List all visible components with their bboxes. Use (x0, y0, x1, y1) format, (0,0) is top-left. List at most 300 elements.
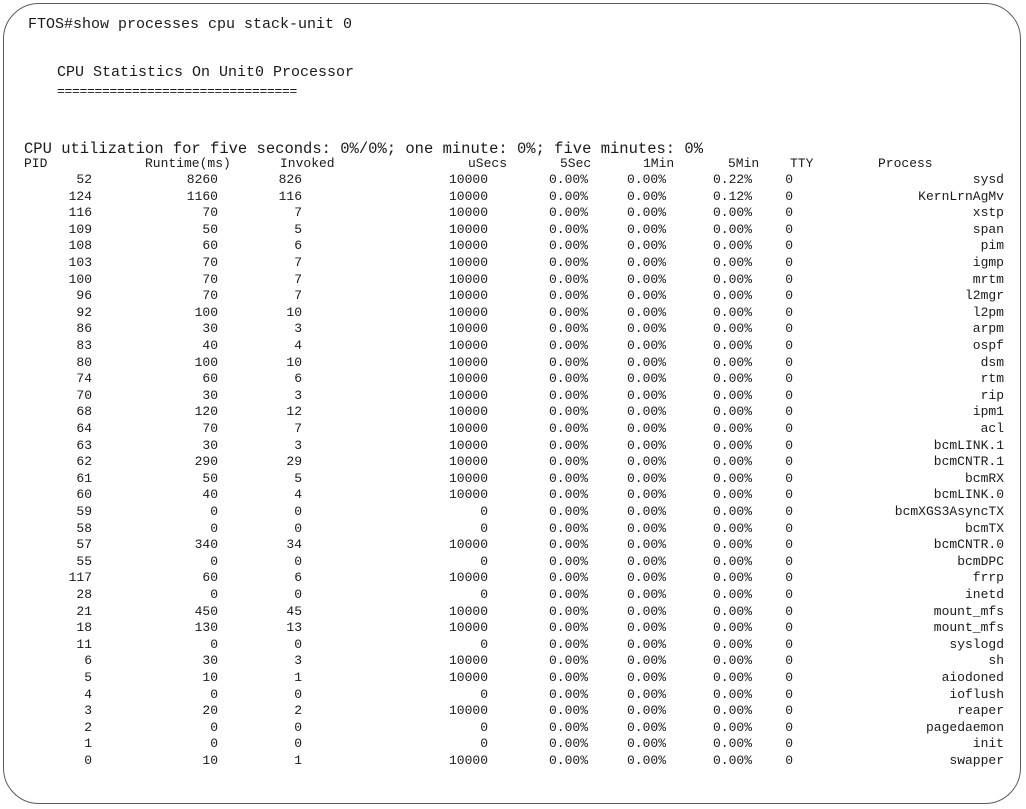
tty-cell: 0 (785, 255, 793, 270)
1min-cell: 0.00% (626, 338, 666, 353)
5min-cell: 0.00% (712, 636, 752, 652)
process-cell: bcmDPC (957, 553, 1004, 569)
5min-cell: 0.00% (712, 404, 752, 420)
1min-cell: 0.00% (626, 603, 666, 619)
invoked-cell: 0 (294, 587, 302, 602)
tty-cell: 0 (785, 736, 793, 752)
usecs-cell: 10000 (448, 603, 488, 619)
5min-cell: 0.00% (712, 487, 752, 503)
runtime-cell: 20 (202, 703, 218, 719)
runtime-cell: 50 (202, 221, 218, 237)
process-cell: bcmCNTR.1 (933, 454, 1004, 470)
5min-cell: 0.00% (712, 703, 752, 719)
process-cell: xstp (972, 205, 1004, 221)
runtime-cell: 70 (202, 271, 218, 287)
tty-cell: 0 (785, 620, 793, 636)
usecs-cell: 10000 (448, 338, 488, 353)
5sec-cell: 0.00% (548, 172, 588, 187)
process-cell: l2mgr (964, 288, 1004, 304)
process-cell: mrtm (972, 271, 1004, 287)
pid-cell: 21 (76, 603, 92, 619)
1min-cell: 0.00% (626, 736, 666, 752)
tty-cell: 0 (785, 470, 793, 486)
runtime-cell: 0 (210, 686, 218, 702)
5min-cell: 0.00% (712, 354, 752, 370)
runtime-cell: 1160 (186, 188, 218, 204)
invoked-cell: 7 (294, 255, 302, 270)
5sec-cell: 0.00% (548, 736, 588, 752)
process-cell: rtm (980, 371, 1004, 387)
runtime-cell: 70 (202, 288, 218, 304)
pid-cell: 92 (76, 304, 92, 320)
process-cell: bcmCNTR.0 (933, 537, 1004, 553)
tty-cell: 0 (785, 188, 793, 204)
tty-cell: 0 (785, 354, 793, 370)
process-cell: ioflush (949, 686, 1004, 702)
pid-cell: 52 (76, 172, 92, 187)
5min-cell: 0.00% (712, 338, 752, 353)
pid-cell: 96 (76, 288, 92, 304)
invoked-cell: 6 (294, 570, 302, 586)
invoked-cell: 3 (294, 321, 302, 337)
process-cell: mount_mfs (933, 620, 1004, 636)
tty-cell: 0 (785, 636, 793, 652)
5min-cell: 0.00% (712, 670, 752, 685)
1min-cell: 0.00% (626, 172, 666, 187)
5sec-cell: 0.00% (548, 487, 588, 503)
invoked-cell: 6 (294, 238, 302, 254)
1min-cell: 0.00% (626, 304, 666, 320)
pid-cell: 124 (68, 188, 92, 204)
process-cell: bcmLINK.0 (933, 487, 1004, 503)
tty-cell: 0 (785, 504, 793, 519)
invoked-cell: 0 (294, 719, 302, 735)
usecs-cell: 10000 (448, 172, 488, 187)
tty-cell: 0 (785, 205, 793, 221)
invoked-cell: 29 (286, 454, 302, 470)
invoked-cell: 7 (294, 205, 302, 221)
usecs-cell: 0 (480, 587, 488, 602)
usecs-cell: 10000 (448, 188, 488, 204)
runtime-cell: 100 (194, 304, 218, 320)
process-cell: bcmXGS3AsyncTX (894, 504, 1004, 519)
usecs-cell: 10000 (448, 537, 488, 553)
runtime-cell: 70 (202, 421, 218, 436)
pid-cell: 70 (76, 387, 92, 403)
1min-cell: 0.00% (626, 421, 666, 436)
1min-cell: 0.00% (626, 620, 666, 636)
1min-cell: 0.00% (626, 255, 666, 270)
5sec-cell: 0.00% (548, 255, 588, 270)
5min-cell: 0.00% (712, 205, 752, 221)
runtime-cell: 60 (202, 238, 218, 254)
pid-cell: 0 (84, 753, 92, 768)
usecs-cell: 10000 (448, 487, 488, 503)
5min-cell: 0.00% (712, 421, 752, 436)
tty-cell: 0 (785, 238, 793, 254)
5min-cell: 0.00% (712, 520, 752, 536)
1min-cell: 0.00% (626, 205, 666, 221)
usecs-cell: 10000 (448, 371, 488, 387)
1min-cell: 0.00% (626, 188, 666, 204)
process-cell: span (972, 221, 1004, 237)
tty-cell: 0 (785, 421, 793, 436)
1min-cell: 0.00% (626, 653, 666, 669)
1min-cell: 0.00% (626, 470, 666, 486)
pid-cell: 61 (76, 470, 92, 486)
pid-cell: 108 (68, 238, 92, 254)
tty-cell: 0 (785, 437, 793, 453)
invoked-cell: 1 (294, 670, 302, 685)
5sec-cell: 0.00% (548, 238, 588, 254)
runtime-cell: 70 (202, 205, 218, 221)
process-cell: pagedaemon (925, 719, 1004, 735)
usecs-cell: 10000 (448, 670, 488, 685)
pid-cell: 4 (84, 686, 92, 702)
pid-cell: 58 (76, 520, 92, 536)
5sec-cell: 0.00% (548, 321, 588, 337)
invoked-cell: 7 (294, 271, 302, 287)
usecs-cell: 0 (480, 636, 488, 652)
5min-cell: 0.00% (712, 603, 752, 619)
process-cell: KernLrnAgMv (918, 188, 1004, 204)
5min-cell: 0.12% (712, 188, 752, 204)
usecs-cell: 0 (480, 553, 488, 569)
pid-cell: 62 (76, 454, 92, 470)
1min-cell: 0.00% (626, 753, 666, 768)
process-cell: syslogd (949, 636, 1004, 652)
invoked-cell: 6 (294, 371, 302, 387)
tty-cell: 0 (785, 587, 793, 602)
tty-cell: 0 (785, 404, 793, 420)
terminal-output-frame (3, 3, 1021, 804)
5min-cell: 0.00% (712, 753, 752, 768)
runtime-cell: 40 (202, 487, 218, 503)
process-cell: arpm (972, 321, 1004, 337)
process-cell: inetd (964, 587, 1004, 602)
invoked-cell: 12 (286, 404, 302, 420)
5sec-cell: 0.00% (548, 354, 588, 370)
invoked-cell: 0 (294, 736, 302, 752)
5sec-cell: 0.00% (548, 537, 588, 553)
runtime-cell: 30 (202, 321, 218, 337)
5sec-cell: 0.00% (548, 387, 588, 403)
pid-cell: 3 (84, 703, 92, 719)
pid-cell: 60 (76, 487, 92, 503)
5min-cell: 0.00% (712, 437, 752, 453)
1min-cell: 0.00% (626, 553, 666, 569)
runtime-cell: 120 (194, 404, 218, 420)
5sec-cell: 0.00% (548, 470, 588, 486)
header-tty: TTY (790, 156, 814, 171)
invoked-cell: 0 (294, 504, 302, 519)
5sec-cell: 0.00% (548, 454, 588, 470)
5min-cell: 0.00% (712, 271, 752, 287)
5min-cell: 0.00% (712, 255, 752, 270)
5min-cell: 0.00% (712, 387, 752, 403)
header-process: Process (878, 156, 933, 171)
5min-cell: 0.00% (712, 553, 752, 569)
5sec-cell: 0.00% (548, 338, 588, 353)
runtime-cell: 30 (202, 437, 218, 453)
runtime-cell: 50 (202, 470, 218, 486)
process-cell: init (972, 736, 1004, 752)
1min-cell: 0.00% (626, 587, 666, 602)
5sec-cell: 0.00% (548, 603, 588, 619)
runtime-cell: 130 (194, 620, 218, 636)
1min-cell: 0.00% (626, 354, 666, 370)
header-1min: 1Min (643, 156, 675, 171)
tty-cell: 0 (785, 653, 793, 669)
5min-cell: 0.00% (712, 238, 752, 254)
usecs-cell: 10000 (448, 304, 488, 320)
tty-cell: 0 (785, 371, 793, 387)
tty-cell: 0 (785, 487, 793, 503)
invoked-cell: 5 (294, 221, 302, 237)
1min-cell: 0.00% (626, 271, 666, 287)
command-prompt: FTOS#show processes cpu stack-unit 0 (28, 16, 353, 33)
runtime-cell: 60 (202, 570, 218, 586)
runtime-cell: 0 (210, 719, 218, 735)
process-cell: igmp (972, 255, 1004, 270)
5sec-cell: 0.00% (548, 421, 588, 436)
pid-cell: 11 (76, 636, 92, 652)
usecs-cell: 10000 (448, 271, 488, 287)
invoked-cell: 3 (294, 653, 302, 669)
cpu-utilization-summary: CPU utilization for five seconds: 0%/0%; one minute: 0%; five minutes: 0% (24, 140, 704, 158)
5sec-cell: 0.00% (548, 304, 588, 320)
tty-cell: 0 (785, 304, 793, 320)
runtime-cell: 340 (194, 537, 218, 553)
usecs-cell: 10000 (448, 454, 488, 470)
tty-cell: 0 (785, 288, 793, 304)
5sec-cell: 0.00% (548, 670, 588, 685)
header-invoked: Invoked (280, 156, 335, 171)
pid-cell: 18 (76, 620, 92, 636)
process-cell: frrp (972, 570, 1004, 586)
header-5sec: 5Sec (560, 156, 592, 171)
5sec-cell: 0.00% (548, 371, 588, 387)
tty-cell: 0 (785, 271, 793, 287)
header-pid: PID (24, 156, 48, 171)
1min-cell: 0.00% (626, 537, 666, 553)
5min-cell: 0.00% (712, 454, 752, 470)
5min-cell: 0.00% (712, 221, 752, 237)
invoked-cell: 10 (286, 304, 302, 320)
runtime-cell: 0 (210, 504, 218, 519)
pid-cell: 80 (76, 354, 92, 370)
invoked-cell: 3 (294, 437, 302, 453)
5min-cell: 0.00% (712, 686, 752, 702)
pid-cell: 6 (84, 653, 92, 669)
cpu-statistics-title: CPU Statistics On Unit0 Processor (57, 64, 355, 81)
runtime-cell: 0 (210, 553, 218, 569)
invoked-cell: 3 (294, 387, 302, 403)
invoked-cell: 2 (294, 703, 302, 719)
pid-cell: 116 (68, 205, 92, 221)
usecs-cell: 10000 (448, 255, 488, 270)
invoked-cell: 13 (286, 620, 302, 636)
1min-cell: 0.00% (626, 221, 666, 237)
tty-cell: 0 (785, 670, 793, 685)
usecs-cell: 0 (480, 520, 488, 536)
invoked-cell: 5 (294, 470, 302, 486)
5min-cell: 0.00% (712, 470, 752, 486)
5sec-cell: 0.00% (548, 587, 588, 602)
pid-cell: 55 (76, 553, 92, 569)
5sec-cell: 0.00% (548, 636, 588, 652)
1min-cell: 0.00% (626, 570, 666, 586)
tty-cell: 0 (785, 603, 793, 619)
pid-cell: 100 (68, 271, 92, 287)
pid-cell: 117 (68, 570, 92, 586)
1min-cell: 0.00% (626, 288, 666, 304)
tty-cell: 0 (785, 570, 793, 586)
usecs-cell: 10000 (448, 421, 488, 436)
process-cell: bcmRX (964, 470, 1004, 486)
process-cell: ipm1 (972, 404, 1004, 420)
tty-cell: 0 (785, 520, 793, 536)
5sec-cell: 0.00% (548, 653, 588, 669)
process-cell: aiodoned (941, 670, 1004, 685)
tty-cell: 0 (785, 686, 793, 702)
5min-cell: 0.00% (712, 570, 752, 586)
usecs-cell: 10000 (448, 753, 488, 768)
runtime-cell: 60 (202, 371, 218, 387)
pid-cell: 83 (76, 338, 92, 353)
1min-cell: 0.00% (626, 703, 666, 719)
5sec-cell: 0.00% (548, 753, 588, 768)
usecs-cell: 10000 (448, 354, 488, 370)
tty-cell: 0 (785, 387, 793, 403)
runtime-cell: 10 (202, 670, 218, 685)
5min-cell: 0.00% (712, 371, 752, 387)
tty-cell: 0 (785, 338, 793, 353)
usecs-cell: 10000 (448, 653, 488, 669)
pid-cell: 103 (68, 255, 92, 270)
pid-cell: 1 (84, 736, 92, 752)
5min-cell: 0.00% (712, 321, 752, 337)
1min-cell: 0.00% (626, 520, 666, 536)
5sec-cell: 0.00% (548, 271, 588, 287)
5sec-cell: 0.00% (548, 288, 588, 304)
invoked-cell: 4 (294, 338, 302, 353)
invoked-cell: 0 (294, 520, 302, 536)
5min-cell: 0.00% (712, 653, 752, 669)
1min-cell: 0.00% (626, 454, 666, 470)
runtime-cell: 10 (202, 753, 218, 768)
runtime-cell: 70 (202, 255, 218, 270)
header-usecs: uSecs (468, 156, 508, 171)
5sec-cell: 0.00% (548, 504, 588, 519)
5sec-cell: 0.00% (548, 719, 588, 735)
usecs-cell: 10000 (448, 221, 488, 237)
runtime-cell: 30 (202, 653, 218, 669)
pid-cell: 74 (76, 371, 92, 387)
pid-cell: 63 (76, 437, 92, 453)
5min-cell: 0.00% (712, 719, 752, 735)
tty-cell: 0 (785, 753, 793, 768)
tty-cell: 0 (785, 454, 793, 470)
process-cell: reaper (957, 703, 1004, 719)
tty-cell: 0 (785, 537, 793, 553)
5sec-cell: 0.00% (548, 205, 588, 221)
runtime-cell: 100 (194, 354, 218, 370)
invoked-cell: 826 (278, 172, 302, 187)
invoked-cell: 0 (294, 686, 302, 702)
pid-cell: 68 (76, 404, 92, 420)
invoked-cell: 4 (294, 487, 302, 503)
5sec-cell: 0.00% (548, 437, 588, 453)
runtime-cell: 0 (210, 736, 218, 752)
title-underline: ================================ (57, 84, 298, 99)
5min-cell: 0.00% (712, 736, 752, 752)
1min-cell: 0.00% (626, 321, 666, 337)
process-cell: bcmTX (964, 520, 1004, 536)
5min-cell: 0.00% (712, 620, 752, 636)
process-cell: sh (988, 653, 1004, 669)
5min-cell: 0.00% (712, 587, 752, 602)
process-cell: swapper (949, 753, 1004, 768)
pid-cell: 86 (76, 321, 92, 337)
1min-cell: 0.00% (626, 686, 666, 702)
usecs-cell: 10000 (448, 437, 488, 453)
pid-cell: 5 (84, 670, 92, 685)
runtime-cell: 0 (210, 587, 218, 602)
usecs-cell: 10000 (448, 620, 488, 636)
header-5min: 5Min (728, 156, 760, 171)
usecs-cell: 0 (480, 736, 488, 752)
usecs-cell: 10000 (448, 703, 488, 719)
usecs-cell: 0 (480, 686, 488, 702)
tty-cell: 0 (785, 221, 793, 237)
5sec-cell: 0.00% (548, 686, 588, 702)
invoked-cell: 34 (286, 537, 302, 553)
runtime-cell: 8260 (186, 172, 218, 187)
process-cell: l2pm (972, 304, 1004, 320)
pid-cell: 59 (76, 504, 92, 519)
usecs-cell: 10000 (448, 570, 488, 586)
usecs-cell: 10000 (448, 205, 488, 221)
1min-cell: 0.00% (626, 387, 666, 403)
runtime-cell: 0 (210, 636, 218, 652)
5sec-cell: 0.00% (548, 553, 588, 569)
invoked-cell: 116 (278, 188, 302, 204)
usecs-cell: 10000 (448, 470, 488, 486)
usecs-cell: 10000 (448, 387, 488, 403)
5sec-cell: 0.00% (548, 404, 588, 420)
tty-cell: 0 (785, 321, 793, 337)
runtime-cell: 290 (194, 454, 218, 470)
1min-cell: 0.00% (626, 371, 666, 387)
invoked-cell: 0 (294, 636, 302, 652)
5min-cell: 0.00% (712, 288, 752, 304)
runtime-cell: 450 (194, 603, 218, 619)
usecs-cell: 10000 (448, 321, 488, 337)
pid-cell: 64 (76, 421, 92, 436)
1min-cell: 0.00% (626, 238, 666, 254)
header-runtime: Runtime(ms) (145, 156, 231, 171)
process-cell: dsm (980, 354, 1004, 370)
invoked-cell: 0 (294, 553, 302, 569)
tty-cell: 0 (785, 172, 793, 187)
1min-cell: 0.00% (626, 504, 666, 519)
runtime-cell: 40 (202, 338, 218, 353)
usecs-cell: 10000 (448, 238, 488, 254)
process-cell: rip (980, 387, 1004, 403)
process-cell: pim (980, 238, 1004, 254)
process-cell: mount_mfs (933, 603, 1004, 619)
